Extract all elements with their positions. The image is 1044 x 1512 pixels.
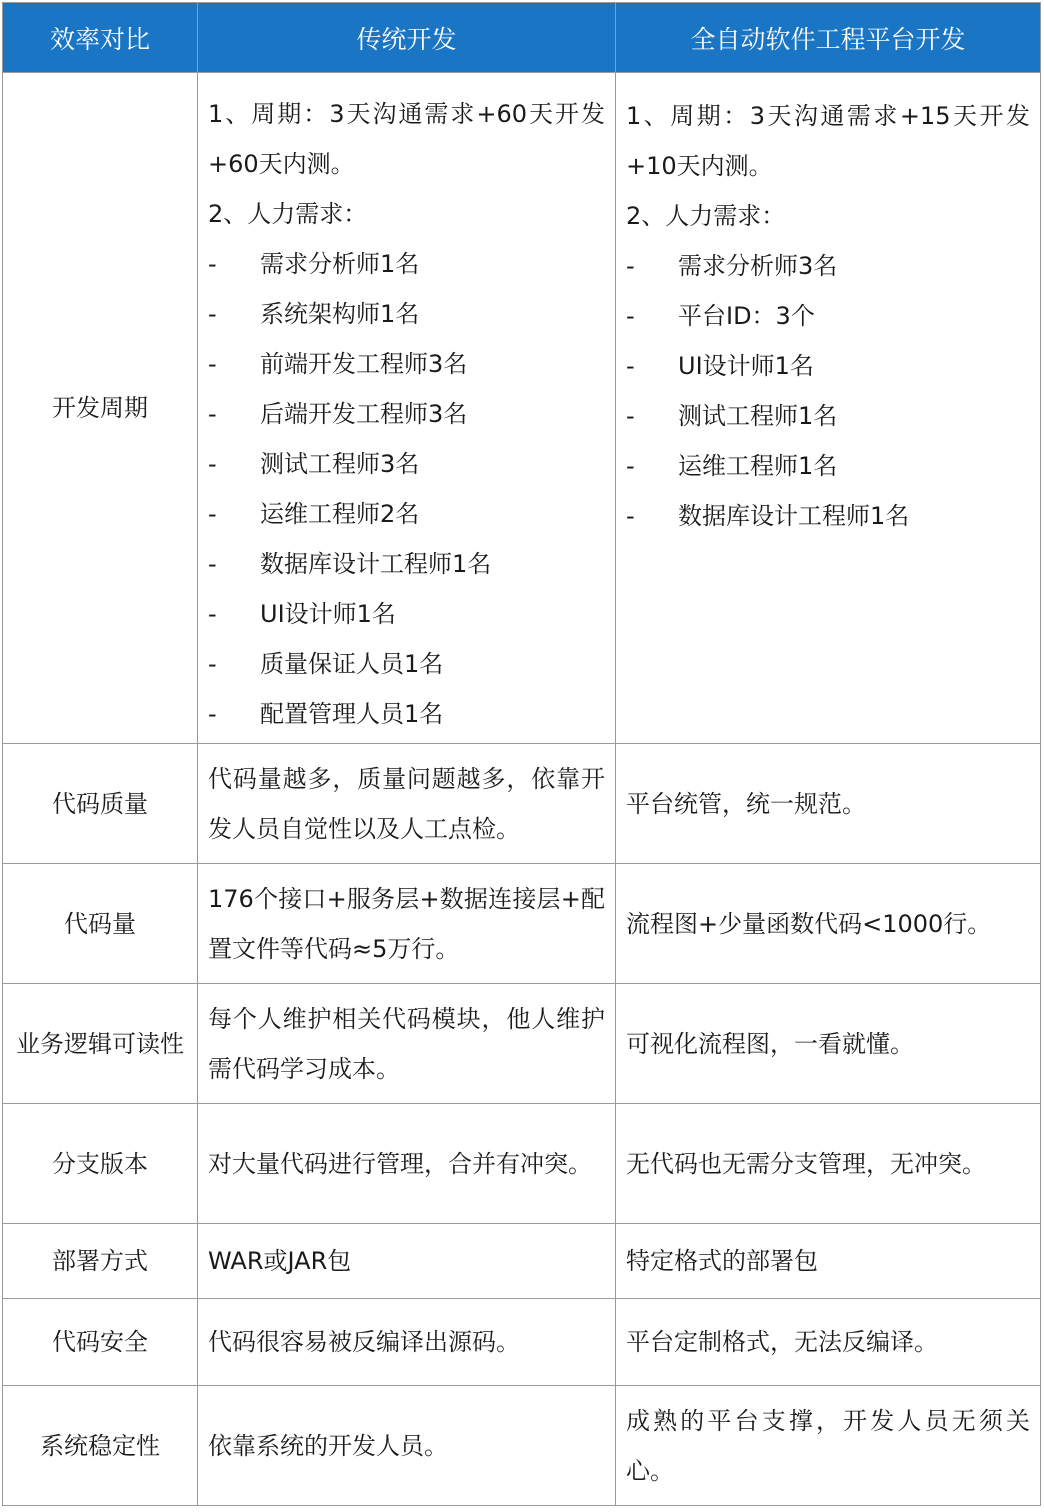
list-item [626,491,1030,541]
row-label: 代码安全 [3,1299,198,1386]
bullet: - [208,250,217,278]
list-item [208,389,605,439]
traditional-cell: 代码很容易被反编译出源码。 [198,1299,616,1386]
list-item [208,589,605,639]
list-item [626,441,1030,491]
row-label: 开发周期 [3,73,198,744]
bullet: - [208,350,217,378]
table-row [3,864,1041,984]
staff-item: 运维工程师1名 [678,452,838,480]
period-text: 1、周期：3天沟通需求+15天开发+10天内测。 [626,102,1030,180]
table-row [3,1224,1041,1299]
table-row [3,744,1041,864]
list-item [626,291,1030,341]
bullet: - [208,500,217,528]
header-row [3,3,1041,73]
traditional-cell: 每个人维护相关代码模块，他人维护需代码学习成本。 [198,984,616,1104]
row-label: 业务逻辑可读性 [3,984,198,1104]
platform-cell: 平台定制格式，无法反编译。 [616,1299,1041,1386]
list-item [208,689,605,739]
platform-cell: 无代码也无需分支管理，无冲突。 [616,1104,1041,1224]
platform-cell: 平台统管，统一规范。 [616,744,1041,864]
staff-item: 系统架构师1名 [260,300,420,328]
traditional-cycle-cell [198,73,616,744]
list-item [208,639,605,689]
bullet: - [626,352,635,380]
list-item [626,241,1030,291]
row-label: 代码质量 [3,744,198,864]
staff-item: 需求分析师3名 [678,252,838,280]
platform-cell: 流程图+少量函数代码<1000行。 [616,864,1041,984]
header-efficiency: 效率对比 [3,3,198,73]
bullet: - [626,452,635,480]
staff-item: 前端开发工程师3名 [260,350,468,378]
bullet: - [208,400,217,428]
staff-item: UI设计师1名 [260,600,396,628]
list-item [208,489,605,539]
staff-item: 平台ID：3个 [678,302,815,330]
comparison-table [2,2,1041,1506]
bullet: - [208,600,217,628]
row-label: 代码量 [3,864,198,984]
list-item [208,339,605,389]
bullet: - [208,650,217,678]
header-platform: 全自动软件工程平台开发 [616,3,1041,73]
staff-item: 测试工程师3名 [260,450,420,478]
staff-item: 质量保证人员1名 [260,650,444,678]
table-row [3,984,1041,1104]
row-label: 部署方式 [3,1224,198,1299]
table-row [3,1104,1041,1224]
bullet: - [626,402,635,430]
list-item [208,239,605,289]
period-text: 1、周期：3天沟通需求+60天开发+60天内测。 [208,100,605,178]
bullet: - [626,302,635,330]
table-row [3,73,1041,744]
bullet: - [208,550,217,578]
staff-item: 配置管理人员1名 [260,700,444,728]
staff-item: 数据库设计工程师1名 [260,550,492,578]
list-item [208,289,605,339]
header-traditional: 传统开发 [198,3,616,73]
table-row [3,1386,1041,1506]
list-item [208,539,605,589]
bullet: - [626,502,635,530]
bullet: - [208,450,217,478]
bullet: - [208,300,217,328]
platform-cell: 可视化流程图，一看就懂。 [616,984,1041,1104]
platform-cell: 成熟的平台支撑，开发人员无须关心。 [616,1386,1041,1506]
staff-item: 数据库设计工程师1名 [678,502,910,530]
traditional-cell: 依靠系统的开发人员。 [198,1386,616,1506]
staff-item: 测试工程师1名 [678,402,838,430]
traditional-cell: 对大量代码进行管理，合并有冲突。 [198,1104,616,1224]
traditional-cell: 176个接口+服务层+数据连接层+配置文件等代码≈5万行。 [198,864,616,984]
staff-item: UI设计师1名 [678,352,814,380]
traditional-cell: WAR或JAR包 [198,1224,616,1299]
table-row [3,1299,1041,1386]
row-label: 系统稳定性 [3,1386,198,1506]
staff-item: 后端开发工程师3名 [260,400,468,428]
list-item [208,439,605,489]
platform-cell: 特定格式的部署包 [616,1224,1041,1299]
bullet: - [626,252,635,280]
staff-item: 运维工程师2名 [260,500,420,528]
staff-title: 2、人力需求： [208,200,368,228]
bullet: - [208,700,217,728]
staff-item: 需求分析师1名 [260,250,420,278]
traditional-cell: 代码量越多，质量问题越多，依靠开发人员自觉性以及人工点检。 [198,744,616,864]
staff-title: 2、人力需求： [626,202,786,230]
list-item [626,391,1030,441]
list-item [626,341,1030,391]
platform-cycle-cell [616,73,1041,744]
row-label: 分支版本 [3,1104,198,1224]
